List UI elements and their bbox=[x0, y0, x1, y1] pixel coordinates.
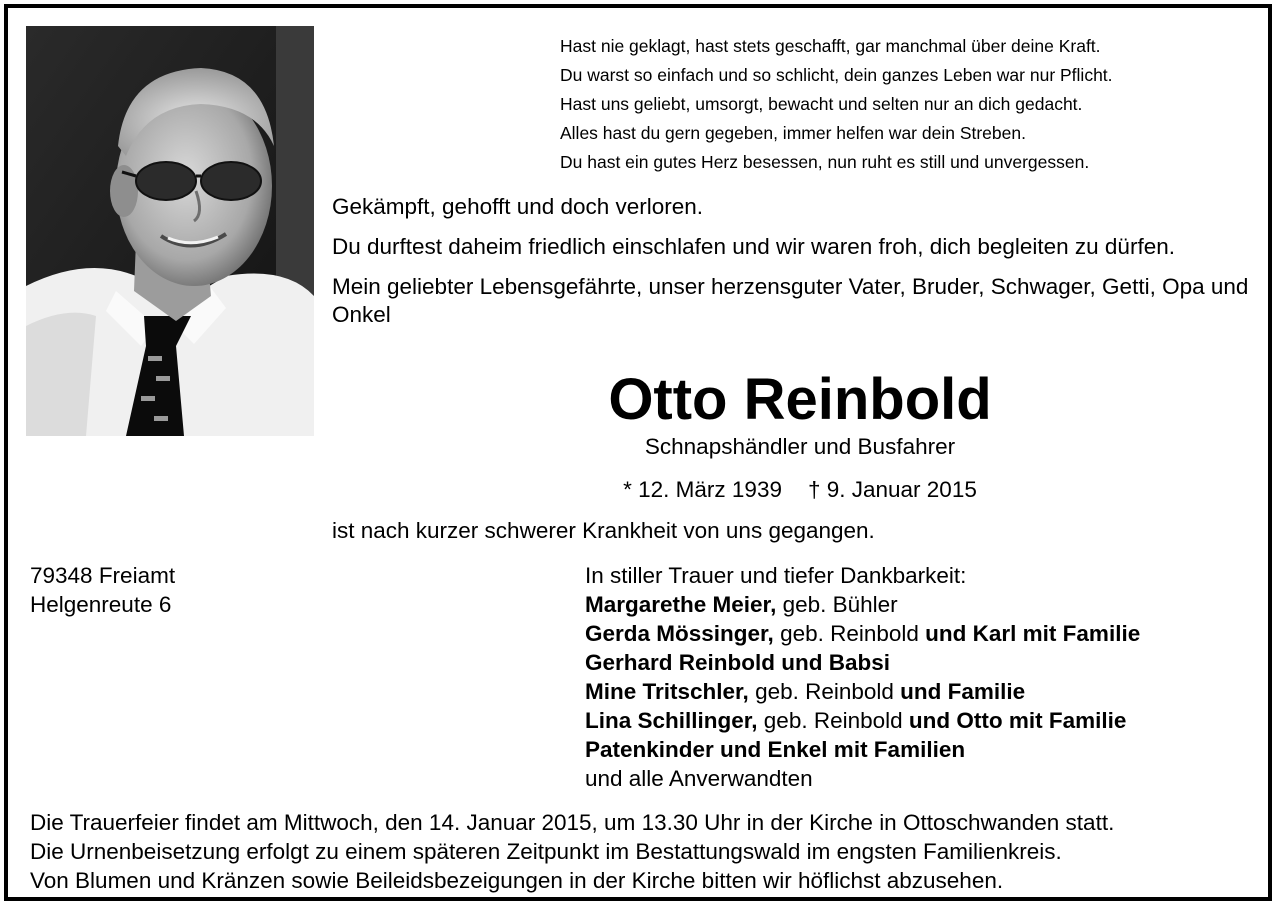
address bbox=[30, 561, 175, 619]
portrait-photo bbox=[26, 26, 314, 436]
poem-line: Alles hast du gern gegeben, immer helfen war dein Streben. bbox=[560, 123, 1026, 143]
mourner-entry: Lina Schillinger, geb. Reinbold und Otto mit Familie bbox=[585, 708, 1127, 733]
mourner-entry: Mine Tritschler, geb. Reinbold und Familie bbox=[585, 679, 1026, 704]
poem-line: Du hast ein gutes Herz besessen, nun ruht es still und unvergessen. bbox=[560, 152, 1090, 172]
deceased-profession: Schnapshändler und Busfahrer bbox=[644, 434, 956, 459]
mourners-heading: In stiller Trauer und tiefer Dankbarkeit: bbox=[585, 563, 967, 588]
mourner-entry: Patenkinder und Enkel mit Familien bbox=[585, 737, 966, 762]
funeral-info-line: Von Blumen und Kränzen sowie Beileidsbezeigungen in der Kirche bitten wir höflichst abzusehen. bbox=[30, 868, 1004, 893]
death-date: † 9. Januar 2015 bbox=[807, 477, 977, 502]
obituary-frame bbox=[4, 4, 1272, 901]
funeral-info-line: Die Trauerfeier findet am Mittwoch, den 14. Januar 2015, um 13.30 Uhr in der Kirche in Ottoschwanden statt. bbox=[30, 810, 1115, 835]
poem-line: Du warst so einfach und so schlicht, dein ganzes Leben war nur Pflicht. bbox=[560, 65, 1113, 85]
poem-line: Hast nie geklagt, hast stets geschafft, gar manchmal über deine Kraft. bbox=[560, 36, 1101, 56]
mourner-entry: Margarethe Meier, geb. Bühler bbox=[585, 592, 898, 617]
mourner-entry: Gerhard Reinbold und Babsi bbox=[585, 650, 891, 675]
life-dates bbox=[332, 475, 1268, 505]
passed-text: ist nach kurzer schwerer Krankheit von uns gegangen. bbox=[332, 518, 875, 543]
intro-text bbox=[332, 193, 1272, 341]
mourners-list bbox=[585, 561, 1140, 793]
mourner-entry: und alle Anverwandten bbox=[585, 766, 813, 791]
intro-line-2: Du durftest daheim friedlich einschlafen und wir waren froh, dich begleiten zu dürfen. bbox=[332, 234, 1175, 259]
funeral-info-line: Die Urnenbeisetzung erfolgt zu einem späteren Zeitpunkt im Bestattungswald im engsten Familienkreis. bbox=[30, 839, 1062, 864]
poem bbox=[560, 32, 1270, 177]
address-line-1: 79348 Freiamt bbox=[30, 563, 176, 588]
birth-date: * 12. März 1939 bbox=[623, 477, 782, 502]
address-line-2: Helgenreute 6 bbox=[30, 592, 172, 617]
poem-line: Hast uns geliebt, umsorgt, bewacht und selten nur an dich gedacht. bbox=[560, 94, 1083, 114]
funeral-info bbox=[30, 808, 1114, 895]
mourner-entry: Gerda Mössinger, geb. Reinbold und Karl mit Familie bbox=[585, 621, 1141, 646]
intro-line-1: Gekämpft, gehofft und doch verloren. bbox=[332, 194, 704, 219]
intro-line-3: Mein geliebter Lebensgefährte, unser herzensguter Vater, Bruder, Schwager, Getti, Opa und Onkel bbox=[332, 274, 1249, 327]
deceased-name: Otto Reinbold bbox=[608, 367, 992, 432]
